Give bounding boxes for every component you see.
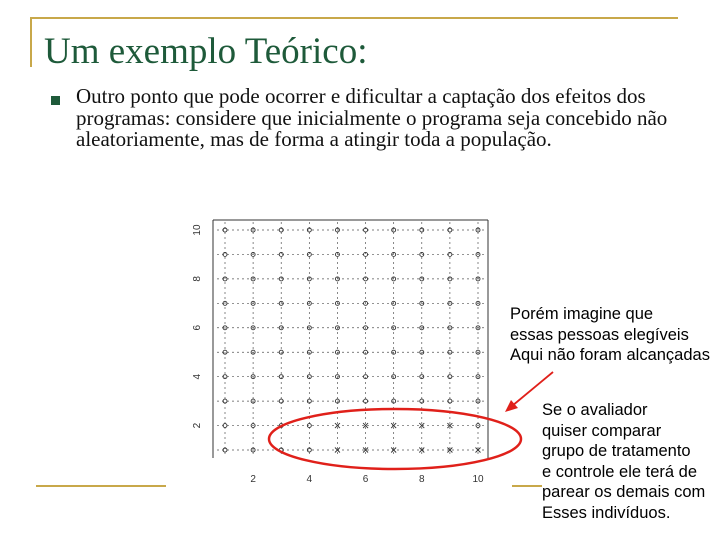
callout-2-line: Se o avaliador bbox=[542, 401, 648, 419]
x-tick-label: 10 bbox=[472, 474, 484, 485]
callout-1-line: essas pessoas elegíveis bbox=[510, 325, 689, 344]
callout-evaluator-matching bbox=[542, 400, 720, 523]
y-tick-label: 10 bbox=[192, 224, 203, 236]
y-tick-label: 4 bbox=[192, 373, 203, 380]
callout-1-line: Porém imagine que bbox=[510, 305, 654, 323]
x-tick-label: 8 bbox=[418, 474, 425, 485]
x-tick-label: 2 bbox=[250, 474, 256, 485]
treated-group-highlight-ellipse bbox=[269, 409, 521, 469]
bullet-text: Outro ponto que pode ocorrer e dificultar a captação dos efeitos dos programas: considere que inicialmente o programa seja concebido não aleatoriamente, mas de forma a atingir toda a população. bbox=[76, 86, 668, 151]
callout-2-line: Esses indivíduos. bbox=[542, 503, 671, 522]
callout-2-line: e controle ele terá de bbox=[542, 462, 698, 481]
callout-2-line: parear os demais com bbox=[542, 483, 706, 501]
callout-2-line: grupo de tratamento bbox=[542, 442, 691, 460]
x-tick-label: 6 bbox=[362, 474, 369, 485]
x-tick-label: 4 bbox=[306, 474, 313, 485]
callout-eligible-not-reached bbox=[510, 304, 720, 366]
y-tick-label: 2 bbox=[192, 422, 203, 429]
callout-1-line: Aqui não foram alcançadas bbox=[510, 346, 710, 364]
slide-title: Um exemplo Teórico: bbox=[44, 31, 368, 72]
callout-2-line: quiser comparar bbox=[542, 421, 662, 440]
y-tick-label: 6 bbox=[192, 324, 203, 331]
y-tick-label: 8 bbox=[192, 276, 203, 282]
